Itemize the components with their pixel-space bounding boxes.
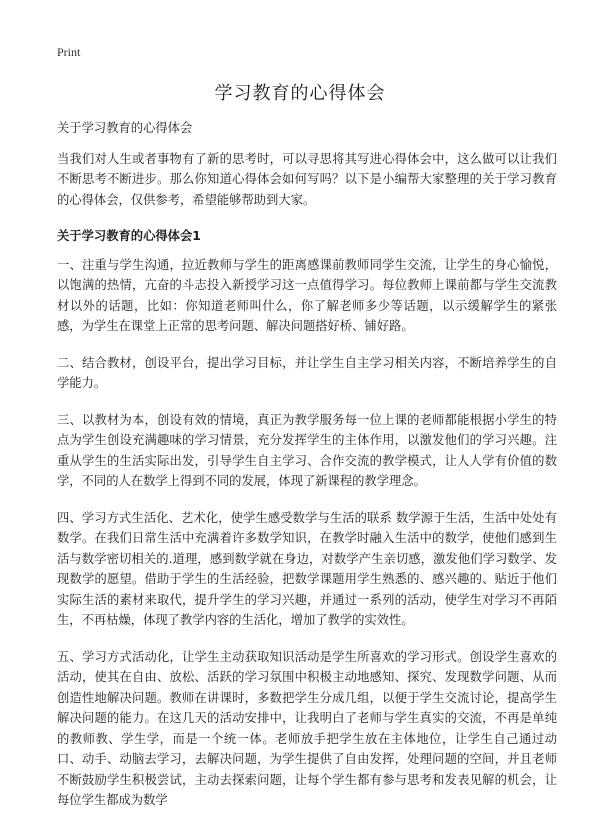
paragraph-5: 五、学习方式活动化，让学生主动获取知识活动是学生所喜欢的学习形式。创设学生喜欢的活动，使其在自由、放松、活跃的学习氛围中积极主动地感知、探究、发现数学问题、从而创造性地解决问题。教师在讲课时，多数把学生分成几组，以便于学生交流讨论，提高学生解决问题的能力。在这几天的活动安排中，让我明白了老师与学生真实的交流，不再是单纯的教师教、学生学，而是一个统一体。老师放手把学生放在主体地位，让学生自己通过动口、动手、动脑去学习，去解决问题，为学生提供了自由发挥，处理问题的空间，并且老师不断鼓励学生积极尝试，主动去探索问题，让每个学生都有参与思考和发表见解的机会，让每位学生都成为数学: [57, 649, 557, 807]
paragraph-1: 一、注重与学生沟通，拉近教师与学生的距离感课前教师同学生交流，让学生的身心愉悦，以饱满的热情，亢奋的斗志投入新授学习这一点值得学习。每位教师上课前都与学生交流教材以外的话题，比如：你知道老师叫什么，你了解老师多少等话题，以示缓解学生的紧张感，为学生在课堂上正常的思考问题、解决问题搭好桥、铺好路。: [57, 257, 557, 333]
paragraph-3: 三、以教材为本，创设有效的情境，真正为教学服务每一位上课的老师都能根据小学生的特点为学生创设充满趣味的学习情景，充分发挥学生的主体作用，以激发他们的学习兴趣。注重从学生的生活实际出发，引导学生自主学习、合作交流的教学模式，让人人学有价值的数学，不同的人在数学上得到不同的发展，体现了新课程的教学理念。: [57, 412, 557, 488]
intro-paragraph: 当我们对人生或者事物有了新的思考时，可以寻思将其写进心得体会中，这么做可以让我们不断思考不断进步。那么你知道心得体会如何写吗？以下是小编帮大家整理的关于学习教育的心得体会，仅供参考，希望能够帮助到大家。: [57, 151, 557, 207]
print-link[interactable]: Print: [57, 45, 81, 59]
page-title: 学习教育的心得体会: [214, 83, 386, 104]
paragraph-2: 二、结合教材，创设平台，提出学习目标，并让学生自主学习相关内容，不断培养学生的自学能力。: [57, 355, 557, 390]
article-body: [57, 118, 557, 827]
paragraph-4: 四、学习方式生活化、艺术化，使学生感受数学与生活的联系 数学源于生活，生活中处处有数学。在我们日常生活中充满着许多数学知识，在教学时融入生活中的数学，使他们感到生活与数学密切相关的.道理，感到数学就在身边，对数学产生亲切感，激发他们学习数学、发现数学的愿望。借助于学生的生活经验，把数学课题用学生熟悉的、感兴趣的、贴近于他们实际生活的素材来取代，提升学生的学习兴趣，并通过一系列的活动，使学生对学习不再陌生，不再枯燥，体现了教学内容的生活化，增加了教学的实效性。: [57, 510, 557, 627]
article-subtitle: 关于学习教育的心得体会: [57, 121, 193, 135]
section-heading: 关于学习教育的心得体会1: [57, 229, 201, 243]
